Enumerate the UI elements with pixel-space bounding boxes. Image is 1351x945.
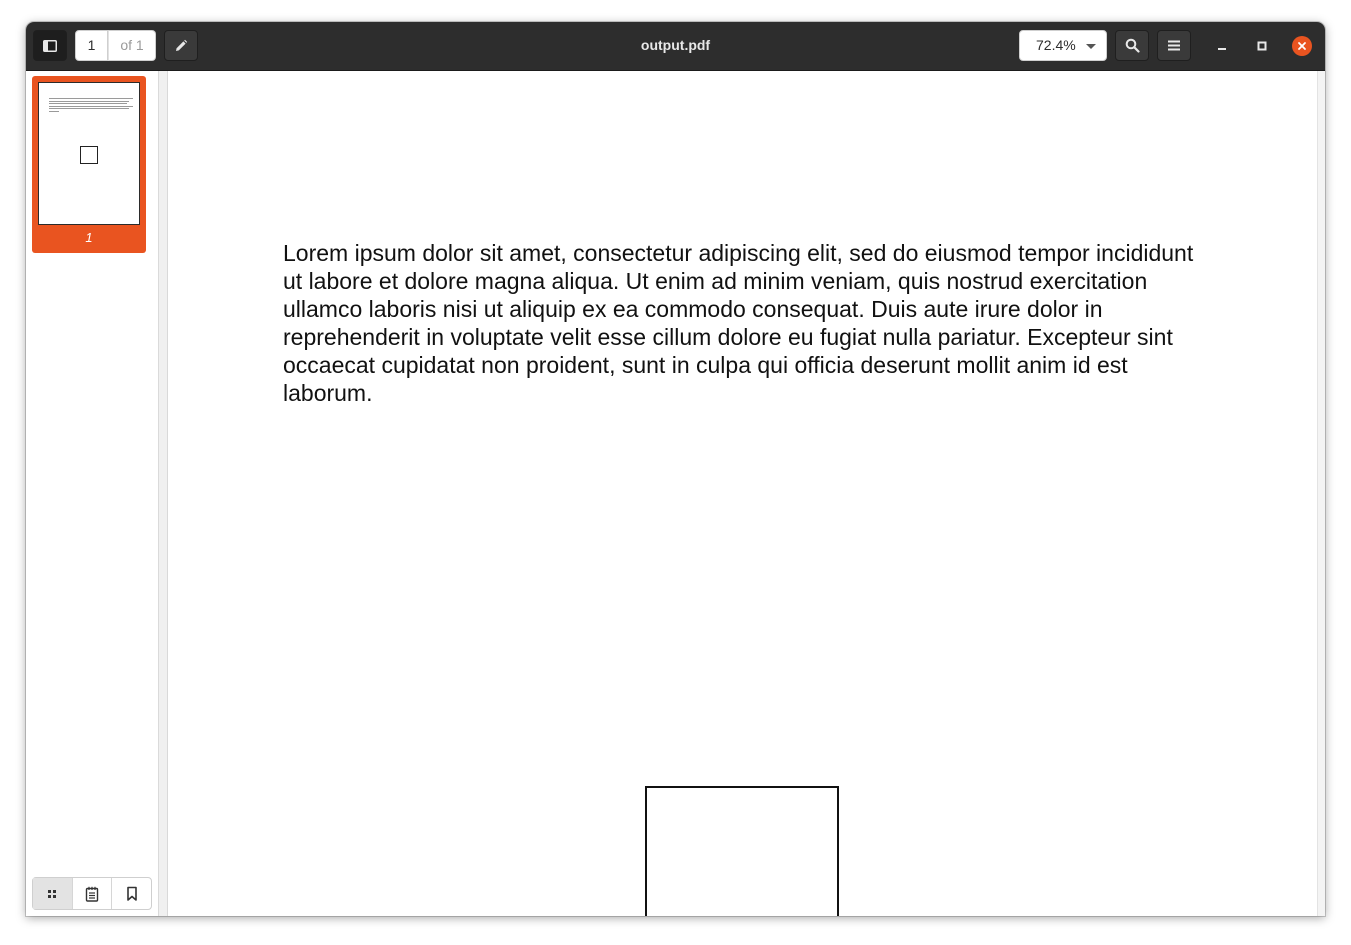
vertical-scrollbar[interactable] [1317,71,1325,916]
sidebar [26,71,159,916]
tab-bookmarks[interactable] [112,878,151,909]
paragraph-line: ut labore et dolore magna aliqua. Ut enim ad minim veniam, quis nostrud exercitation [283,268,1148,294]
maximize-icon [1257,41,1267,51]
tab-thumbnails[interactable] [33,878,73,909]
close-icon [1297,41,1307,51]
grid-icon [47,889,57,899]
search-icon [1125,38,1140,53]
notepad-icon [85,886,99,902]
annotate-button[interactable] [164,30,198,61]
page-thumbnail-selected[interactable] [32,76,146,253]
thumbnail-page-label: 1 [85,230,93,245]
document-square-shape [645,786,839,916]
zoom-select[interactable] [1019,30,1107,61]
page-number-input[interactable]: 1 [75,30,108,61]
chevron-down-icon [1086,44,1096,49]
hamburger-menu-icon [1168,40,1180,51]
sidebar-toggle-icon [43,40,57,52]
tab-annotations[interactable] [73,878,113,909]
close-button[interactable] [1292,36,1312,56]
sidebar-toggle-button[interactable] [33,30,67,61]
window-title: output.pdf [640,37,711,53]
thumbnail-text-lines [49,98,133,114]
header-bar [26,22,1325,71]
zoom-value: 72.4% [1036,37,1076,53]
thumbnail-square-shape [80,146,98,164]
page-count-label: of 1 [108,30,156,61]
document-view[interactable] [168,71,1317,916]
pencil-icon [174,39,188,53]
pdf-viewer-window [26,22,1325,916]
search-button[interactable] [1115,30,1149,61]
sidebar-view-switcher [32,877,152,910]
thumbnail-page-preview [38,82,140,225]
bookmark-icon [126,886,138,902]
paragraph-line: reprehenderit in voluptate velit esse cillum dolore eu fugiat nulla pariatur. Excepteur sint [283,324,1173,350]
main-menu-button[interactable] [1157,30,1191,61]
maximize-button[interactable] [1252,36,1272,56]
minimize-button[interactable] [1212,36,1232,56]
document-paragraph [283,239,1213,407]
sidebar-divider[interactable] [159,71,168,916]
minimize-icon [1217,41,1227,51]
paragraph-line: occaecat cupidatat non proident, sunt in culpa qui officia deserunt mollit anim id est [283,352,1128,378]
paragraph-line: ullamco laboris nisi ut aliquip ex ea commodo consequat. Duis aute irure dolor in [283,296,1103,322]
paragraph-line: Lorem ipsum dolor sit amet, consectetur adipiscing elit, sed do eiusmod tempor incididunt [283,240,1194,266]
paragraph-line: laborum. [283,380,373,406]
